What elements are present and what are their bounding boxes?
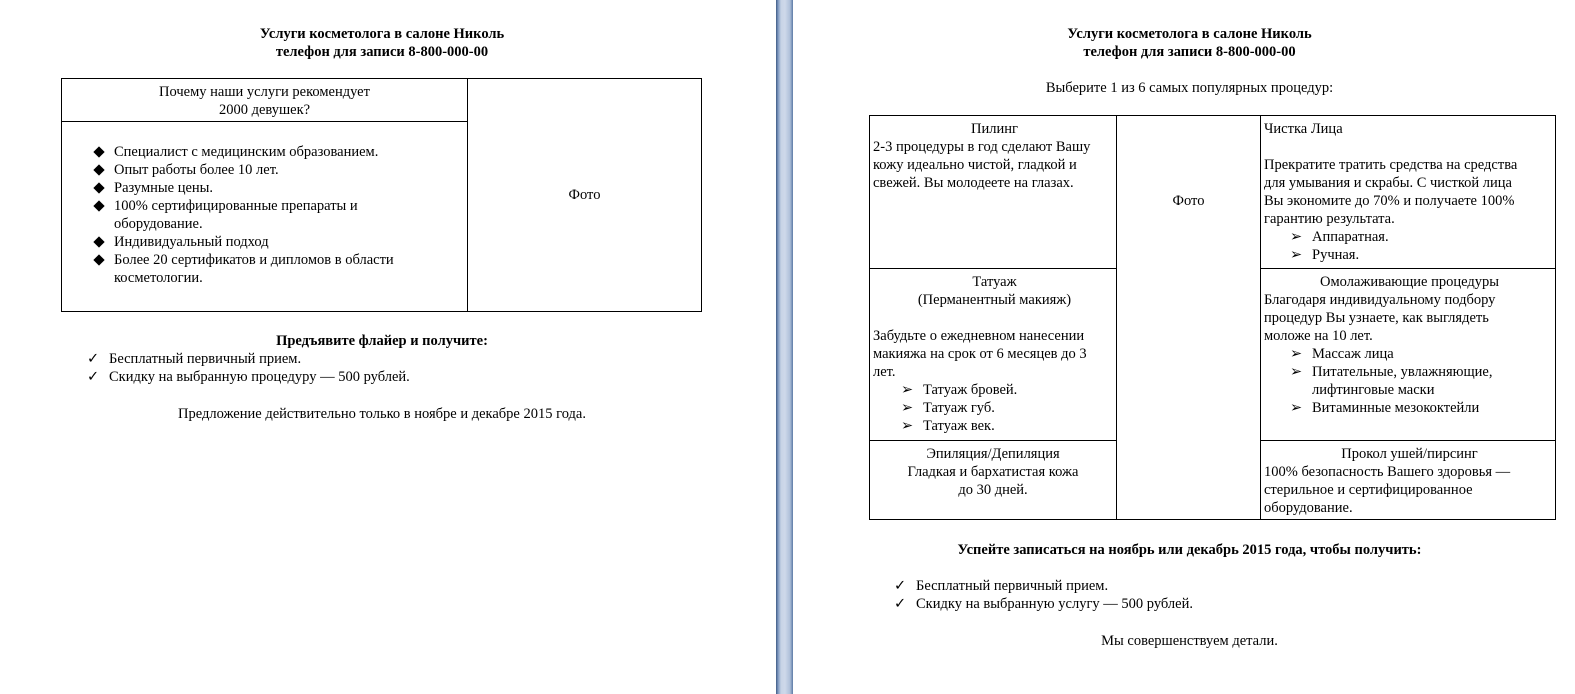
page-gutter (776, 0, 793, 694)
list-item: ➢ Витаминные мезококтейли (1290, 400, 1480, 416)
list-item: ✓ Бесплатный первичный прием. (894, 578, 1109, 594)
right-title (793, 25, 1575, 61)
tattoo-subtitle: (Перманентный макияж) (917, 292, 1072, 308)
left-title (0, 25, 764, 61)
why-line2: 2000 девушек? (218, 102, 311, 118)
list-item: ➢ Татуаж губ. (901, 400, 995, 416)
left-page (0, 0, 776, 694)
cleaning-list (1290, 228, 1555, 264)
list-item: 100% сертифицированные препараты и оборудование. (114, 197, 467, 233)
list-item: Более 20 сертификатов и дипломов в области косметологии. (114, 251, 467, 287)
list-item: ✓ Скидку на выбранную процедуру — 500 рублей. (87, 369, 410, 385)
validity-text: Предложение действительно только в ноябре и декабре 2015 года. (178, 406, 586, 422)
right-photo-label: Фото (1172, 193, 1205, 209)
peeling-title: Пилинг (971, 121, 1018, 137)
piercing-cell: Прокол ушей/пирсинг 100% безопасность Вашего здоровья — стерильное и сертифицированное оборудование. (1261, 441, 1556, 520)
right-title-line2: телефон для записи 8-800-000-00 (1083, 44, 1296, 60)
list-item: ✓ Бесплатный первичный прием. (87, 351, 302, 367)
hurry-heading: Успейте записаться на ноябрь или декабрь 2015 года, чтобы получить: (957, 542, 1422, 558)
arrow-bullet-icon: ➢ (1290, 346, 1303, 362)
diamond-bullet-icon (93, 146, 104, 157)
left-offers-list (87, 350, 410, 386)
list-item: ➢ Татуаж бровей. (901, 382, 1018, 398)
list-item: ✓ Скидку на выбранную услугу — 500 рублей. (894, 596, 1193, 612)
checkmark-icon: ✓ (87, 369, 100, 385)
left-title-line2: телефон для записи 8-800-000-00 (275, 44, 489, 60)
tattoo-title: Татуаж (972, 274, 1017, 290)
cleaning-cell: Чистка Лица Прекратите тратить средства на средства для умывания и скрабы. С чисткой лица Вы экономите до 70% и получаете 100% гарантию результата. ➢ Аппаратная. ➢ Ручная. (1261, 116, 1556, 269)
flyer-heading: Предъявите флайер и получите: (276, 333, 488, 349)
rejuvenation-list (1290, 345, 1555, 417)
left-title-line1: Услуги косметолога в салоне Николь (259, 26, 505, 42)
benefits-cell (62, 122, 468, 312)
arrow-bullet-icon: ➢ (1290, 229, 1303, 245)
cleaning-title: Чистка Лица (1264, 121, 1343, 137)
epilation-title: Эпиляция/Депиляция (926, 446, 1060, 462)
tattoo-cell: Татуаж (Перманентный макияж) Забудьте о ежедневном нанесении макияжа на срок от 6 месяцев до 3 лет. ➢ Татуаж бровей. ➢ Татуаж губ. ➢ Татуаж век. (870, 269, 1117, 441)
list-item: Индивидуальный подход (114, 233, 467, 251)
checkmark-icon: ✓ (87, 351, 100, 367)
arrow-bullet-icon: ➢ (901, 400, 914, 416)
right-title-line1: Услуги косметолога в салоне Николь (1067, 26, 1312, 42)
diamond-bullet-icon (93, 236, 104, 247)
arrow-bullet-icon: ➢ (1290, 364, 1303, 380)
arrow-bullet-icon: ➢ (1290, 400, 1303, 416)
left-benefits-table (61, 78, 702, 312)
arrow-bullet-icon: ➢ (1290, 247, 1303, 263)
list-item: ➢ Татуаж век. (901, 418, 995, 434)
list-item: ➢ Ручная. (1290, 247, 1360, 263)
right-photo-cell (1117, 116, 1261, 520)
diamond-bullet-icon (93, 200, 104, 211)
choose-text: Выберите 1 из 6 самых популярных процедур: (1045, 80, 1334, 96)
diamond-bullet-icon (93, 254, 104, 265)
checkmark-icon: ✓ (894, 578, 907, 594)
why-header-cell (62, 79, 468, 122)
left-photo-cell (468, 79, 702, 312)
list-item: Специалист с медицинским образованием. (114, 143, 467, 161)
arrow-bullet-icon: ➢ (901, 382, 914, 398)
epilation-cell: Эпиляция/Депиляция Гладкая и бархатистая кожа до 30 дней. (870, 441, 1117, 520)
procedures-table (869, 115, 1556, 520)
rejuvenation-cell: Омолаживающие процедуры Благодаря индивидуальному подбору процедур Вы узнаете, как выглядеть моложе на 10 лет. ➢ Массаж лица ➢ Питательные, увлажняющие, лифтинговые маски ➢ Витаминные мезококтейли (1261, 269, 1556, 441)
list-item: Опыт работы более 10 лет. (114, 161, 467, 179)
diamond-bullet-icon (93, 182, 104, 193)
checkmark-icon: ✓ (894, 596, 907, 612)
right-offers-list (894, 577, 1193, 613)
piercing-title: Прокол ушей/пирсинг (1341, 446, 1478, 462)
benefits-list (114, 143, 467, 287)
why-line1: Почему наши услуги рекомендует (159, 84, 370, 100)
left-photo-label: Фото (568, 187, 601, 203)
list-item: ➢ Массаж лица (1290, 346, 1394, 362)
right-page (793, 0, 1575, 694)
list-item: ➢ Аппаратная. (1290, 229, 1389, 245)
tattoo-list (901, 381, 1116, 435)
diamond-bullet-icon (93, 164, 104, 175)
arrow-bullet-icon: ➢ (901, 418, 914, 434)
rejuvenation-title: Омолаживающие процедуры (1320, 274, 1499, 290)
list-item: Разумные цены. (114, 179, 467, 197)
list-item: ➢ Питательные, увлажняющие, лифтинговые маски (1290, 364, 1493, 398)
peeling-cell: Пилинг 2-3 процедуры в год сделают Вашу кожу идеально чистой, гладкой и свежей. Вы молодеете на глазах. (870, 116, 1117, 269)
closing-text: Мы совершенствуем детали. (1101, 633, 1278, 649)
